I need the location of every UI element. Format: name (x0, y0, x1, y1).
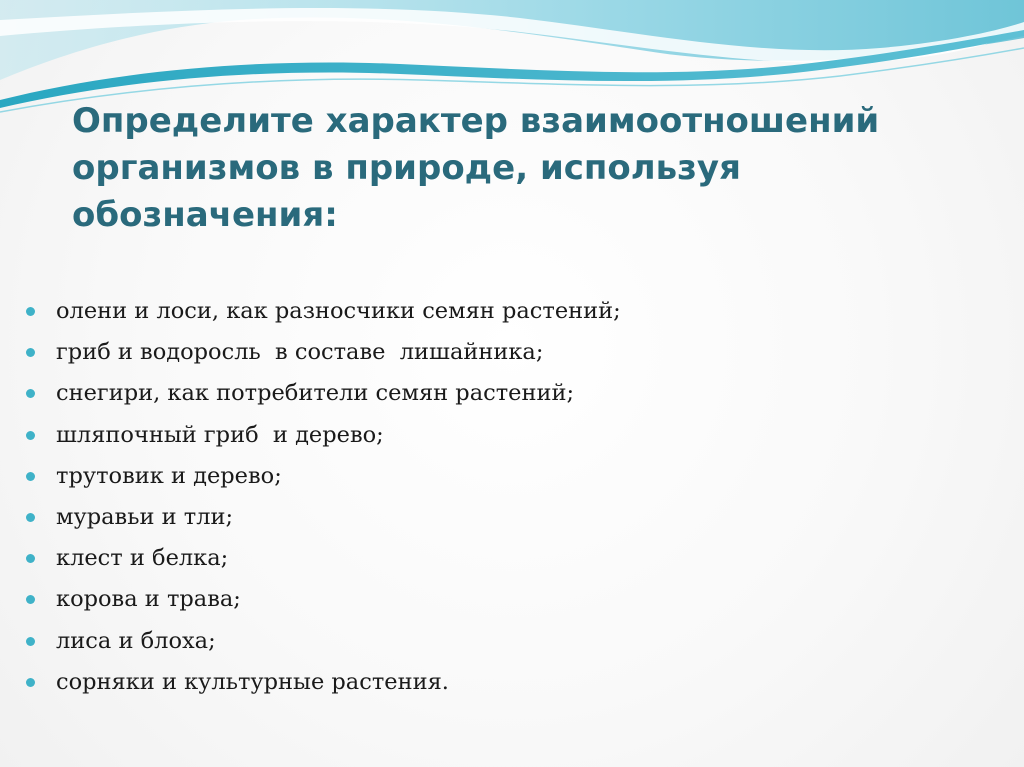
list-item (26, 291, 621, 332)
title-line-1: Определите характер взаимоотношений (72, 101, 880, 141)
list-item (26, 579, 621, 620)
bullet-dot-icon (26, 678, 35, 687)
bullet-dot-icon (26, 389, 35, 398)
list-item (26, 415, 621, 456)
list-item-text: лиса и блоха; (56, 627, 216, 654)
list-item-text: олени и лоси, как разносчики семян растений; (56, 298, 621, 324)
title-line-3: обозначения: (72, 195, 338, 235)
bullet-dot-icon (26, 595, 35, 604)
bullet-dot-icon (26, 307, 35, 316)
list-item-text: сорняки и культурные растения. (56, 668, 449, 695)
list-item (26, 332, 621, 373)
list-item (26, 373, 621, 414)
list-item-text: муравьи и тли; (56, 503, 234, 530)
title-line-2: организмов в природе, используя (72, 148, 741, 188)
list-item (26, 497, 621, 538)
list-item-text: трутовик и дерево; (56, 462, 282, 489)
list-item-text: гриб и водоросль в составе лишайника; (56, 339, 544, 366)
organism-pairs-list (26, 291, 621, 703)
list-item-text: шляпочный гриб и дерево; (56, 421, 384, 448)
bullet-dot-icon (26, 431, 35, 440)
wave-light-shape (0, 0, 1024, 80)
list-item-text: корова и трава; (56, 586, 241, 613)
list-item (26, 621, 621, 662)
list-item (26, 662, 621, 703)
bullet-dot-icon (26, 472, 35, 481)
bullet-dot-icon (26, 554, 35, 563)
list-item-text: снегири, как потребители семян растений; (56, 380, 575, 407)
list-item-text: клест и белка; (56, 545, 229, 572)
bullet-dot-icon (26, 637, 35, 646)
list-item (26, 538, 621, 579)
bullet-dot-icon (26, 513, 35, 522)
bullet-dot-icon (26, 348, 35, 357)
slide-title (72, 98, 952, 239)
list-item (26, 456, 621, 497)
